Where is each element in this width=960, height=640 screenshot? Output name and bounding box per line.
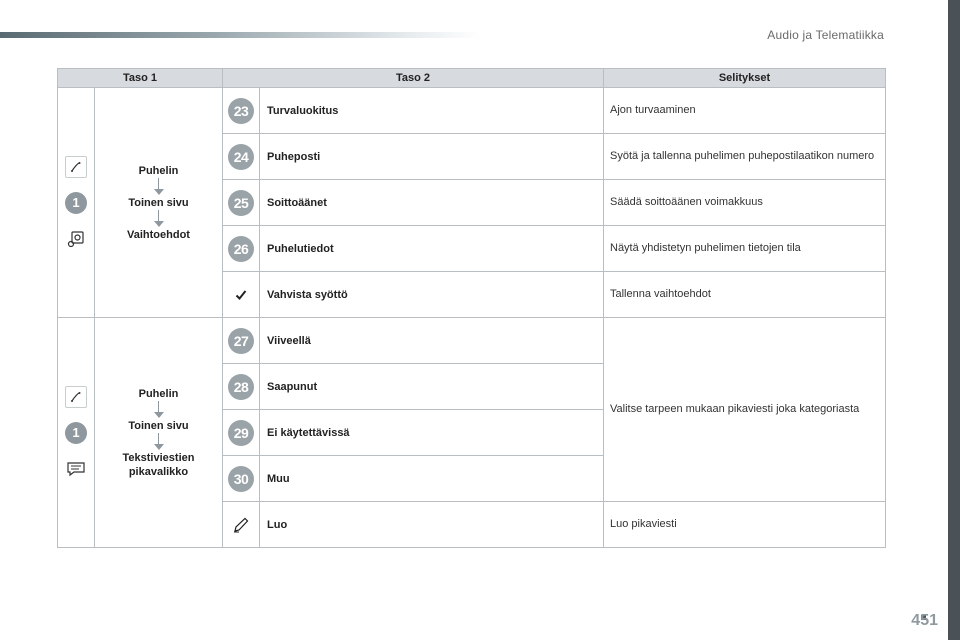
page-number: 451 bbox=[911, 612, 938, 629]
number-badge: 24 bbox=[228, 144, 254, 170]
function-label: Puhelutiedot bbox=[260, 226, 604, 272]
number-badge: 25 bbox=[228, 190, 254, 216]
flow-step: Toinen sivu bbox=[128, 196, 189, 209]
function-label: Luo bbox=[260, 502, 604, 548]
function-description: Syötä ja tallenna puhelimen puhepostilaatikon numero bbox=[604, 134, 886, 180]
settings-icon bbox=[65, 228, 87, 250]
down-arrow-icon bbox=[154, 210, 164, 228]
pen-icon bbox=[228, 512, 254, 538]
flow-step: Vaihtoehdot bbox=[127, 228, 190, 241]
level1-icon-cell bbox=[58, 88, 95, 318]
message-icon bbox=[65, 458, 87, 480]
level1-badge: 1 bbox=[65, 192, 87, 214]
level1-flow-cell bbox=[95, 318, 223, 548]
function-label: Ei käytettävissä bbox=[260, 410, 604, 456]
level1-flow-cell bbox=[95, 88, 223, 318]
function-label: Vahvista syöttö bbox=[260, 272, 604, 318]
section-title: Audio ja Telematiikka bbox=[767, 28, 884, 42]
flow-step: Toinen sivu bbox=[128, 419, 189, 432]
function-label: Soittoäänet bbox=[260, 180, 604, 226]
down-arrow-icon bbox=[154, 401, 164, 419]
function-label: Puheposti bbox=[260, 134, 604, 180]
level1-badge: 1 bbox=[65, 422, 87, 444]
phone-icon bbox=[65, 156, 87, 178]
function-label: Saapunut bbox=[260, 364, 604, 410]
function-label: Turvaluokitus bbox=[260, 88, 604, 134]
down-arrow-icon bbox=[154, 178, 164, 196]
flow-step: Tekstiviestien pikavalikko bbox=[122, 451, 195, 478]
header-descriptions: Selitykset bbox=[604, 69, 886, 88]
down-arrow-icon bbox=[154, 433, 164, 451]
table-row bbox=[58, 88, 886, 134]
number-badge: 23 bbox=[228, 98, 254, 124]
function-label: Viiveellä bbox=[260, 318, 604, 364]
header-rule bbox=[0, 32, 480, 38]
function-description: Luo pikaviesti bbox=[604, 502, 886, 548]
table-header-row bbox=[58, 69, 886, 88]
number-badge: 26 bbox=[228, 236, 254, 262]
function-description: Tallenna vaihtoehdot bbox=[604, 272, 886, 318]
function-description: Säädä soittoäänen voimakkuus bbox=[604, 180, 886, 226]
shared-description: Valitse tarpeen mukaan pikaviesti joka kategoriasta bbox=[604, 318, 886, 502]
function-description: Ajon turvaaminen bbox=[604, 88, 886, 134]
function-label: Muu bbox=[260, 456, 604, 502]
table-row bbox=[58, 318, 886, 364]
page-edge-strip bbox=[948, 0, 960, 640]
phone-icon bbox=[65, 386, 87, 408]
flow-step: Puhelin bbox=[138, 164, 179, 177]
number-badge: 30 bbox=[228, 466, 254, 492]
level1-icon-cell bbox=[58, 318, 95, 548]
flow-step: Puhelin bbox=[138, 387, 179, 400]
function-description: Näytä yhdistetyn puhelimen tietojen tila bbox=[604, 226, 886, 272]
menu-table bbox=[57, 68, 886, 548]
header-level2: Taso 2 bbox=[223, 69, 604, 88]
header-level1: Taso 1 bbox=[58, 69, 223, 88]
check-icon bbox=[228, 282, 254, 308]
number-badge: 29 bbox=[228, 420, 254, 446]
number-badge: 27 bbox=[228, 328, 254, 354]
number-badge: 28 bbox=[228, 374, 254, 400]
